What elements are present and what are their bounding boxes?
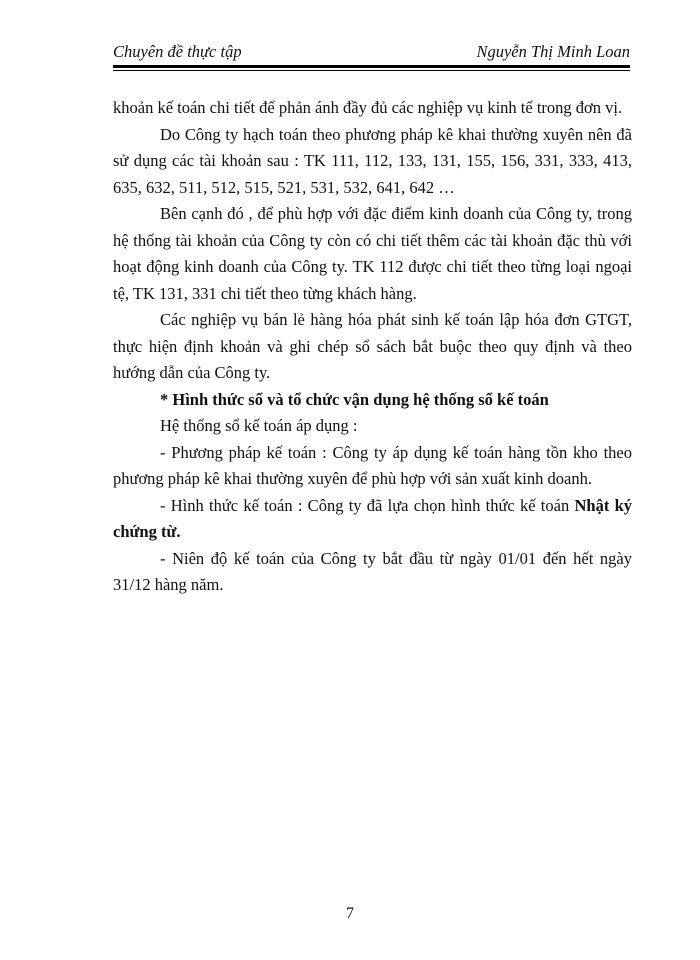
- paragraph-1: khoản kế toán chi tiết để phản ánh đầy đủ các nghiệp vụ kinh tế trong đơn vị.: [113, 98, 623, 117]
- paragraph-3: Bên cạnh đó , để phù hợp với đặc điểm kinh doanh của Công ty, trong hệ thống tài khoản của Công ty còn có chi tiết thêm các tài khoản đặc thù với hoạt động kinh doanh của Công ty. TK 112 được chi tiết theo từng loại ngoại tệ, TK 131, 331 chi tiết theo từng khách hàng.: [113, 204, 632, 303]
- paragraph-5: Hệ thống sổ kế toán áp dụng :: [160, 416, 358, 435]
- section-heading: [113, 387, 632, 414]
- header-title: Chuyên đề thực tập: [113, 42, 242, 61]
- page-header: [113, 34, 630, 64]
- paragraph-7: [113, 493, 632, 546]
- paragraph-7-text: - Hình thức kế toán : Công ty đã lựa chọn hình thức kế toán: [160, 495, 575, 515]
- header-rule: [113, 65, 630, 71]
- document-body: [113, 95, 632, 599]
- paragraph-2: Do Công ty hạch toán theo phương pháp kê khai thường xuyên nên đã sử dụng các tài khoản sau : TK 111, 112, 133, 131, 155, 156, 331, 333, 413, 635, 632, 511, 512, 515, 521, 531, 532, 641, 642 …: [113, 124, 632, 197]
- page-number: 7: [346, 905, 354, 922]
- section-heading-text: * Hình thức sổ và tổ chức vận dụng hệ thống sổ kế toán: [160, 389, 549, 409]
- paragraph-8: - Niên độ kế toán của Công ty bắt đầu từ ngày 01/01 đến hết ngày 31/12 hàng năm.: [113, 548, 632, 594]
- paragraph-7-bold: Nhật ký chứng từ.: [113, 495, 633, 541]
- paragraph-4: Các nghiệp vụ bán lẻ hàng hóa phát sinh kế toán lập hóa đơn GTGT, thực hiện định khoản và ghi chép sổ sách bắt buộc theo quy định và theo hướng dẫn của Công ty.: [113, 310, 632, 382]
- header-author: Nguyễn Thị Minh Loan: [476, 42, 630, 61]
- paragraph-6: - Phương pháp kế toán : Công ty áp dụng kế toán hàng tồn kho theo phương pháp kê khai thường xuyên để phù hợp với sản xuất kinh doanh.: [113, 442, 632, 488]
